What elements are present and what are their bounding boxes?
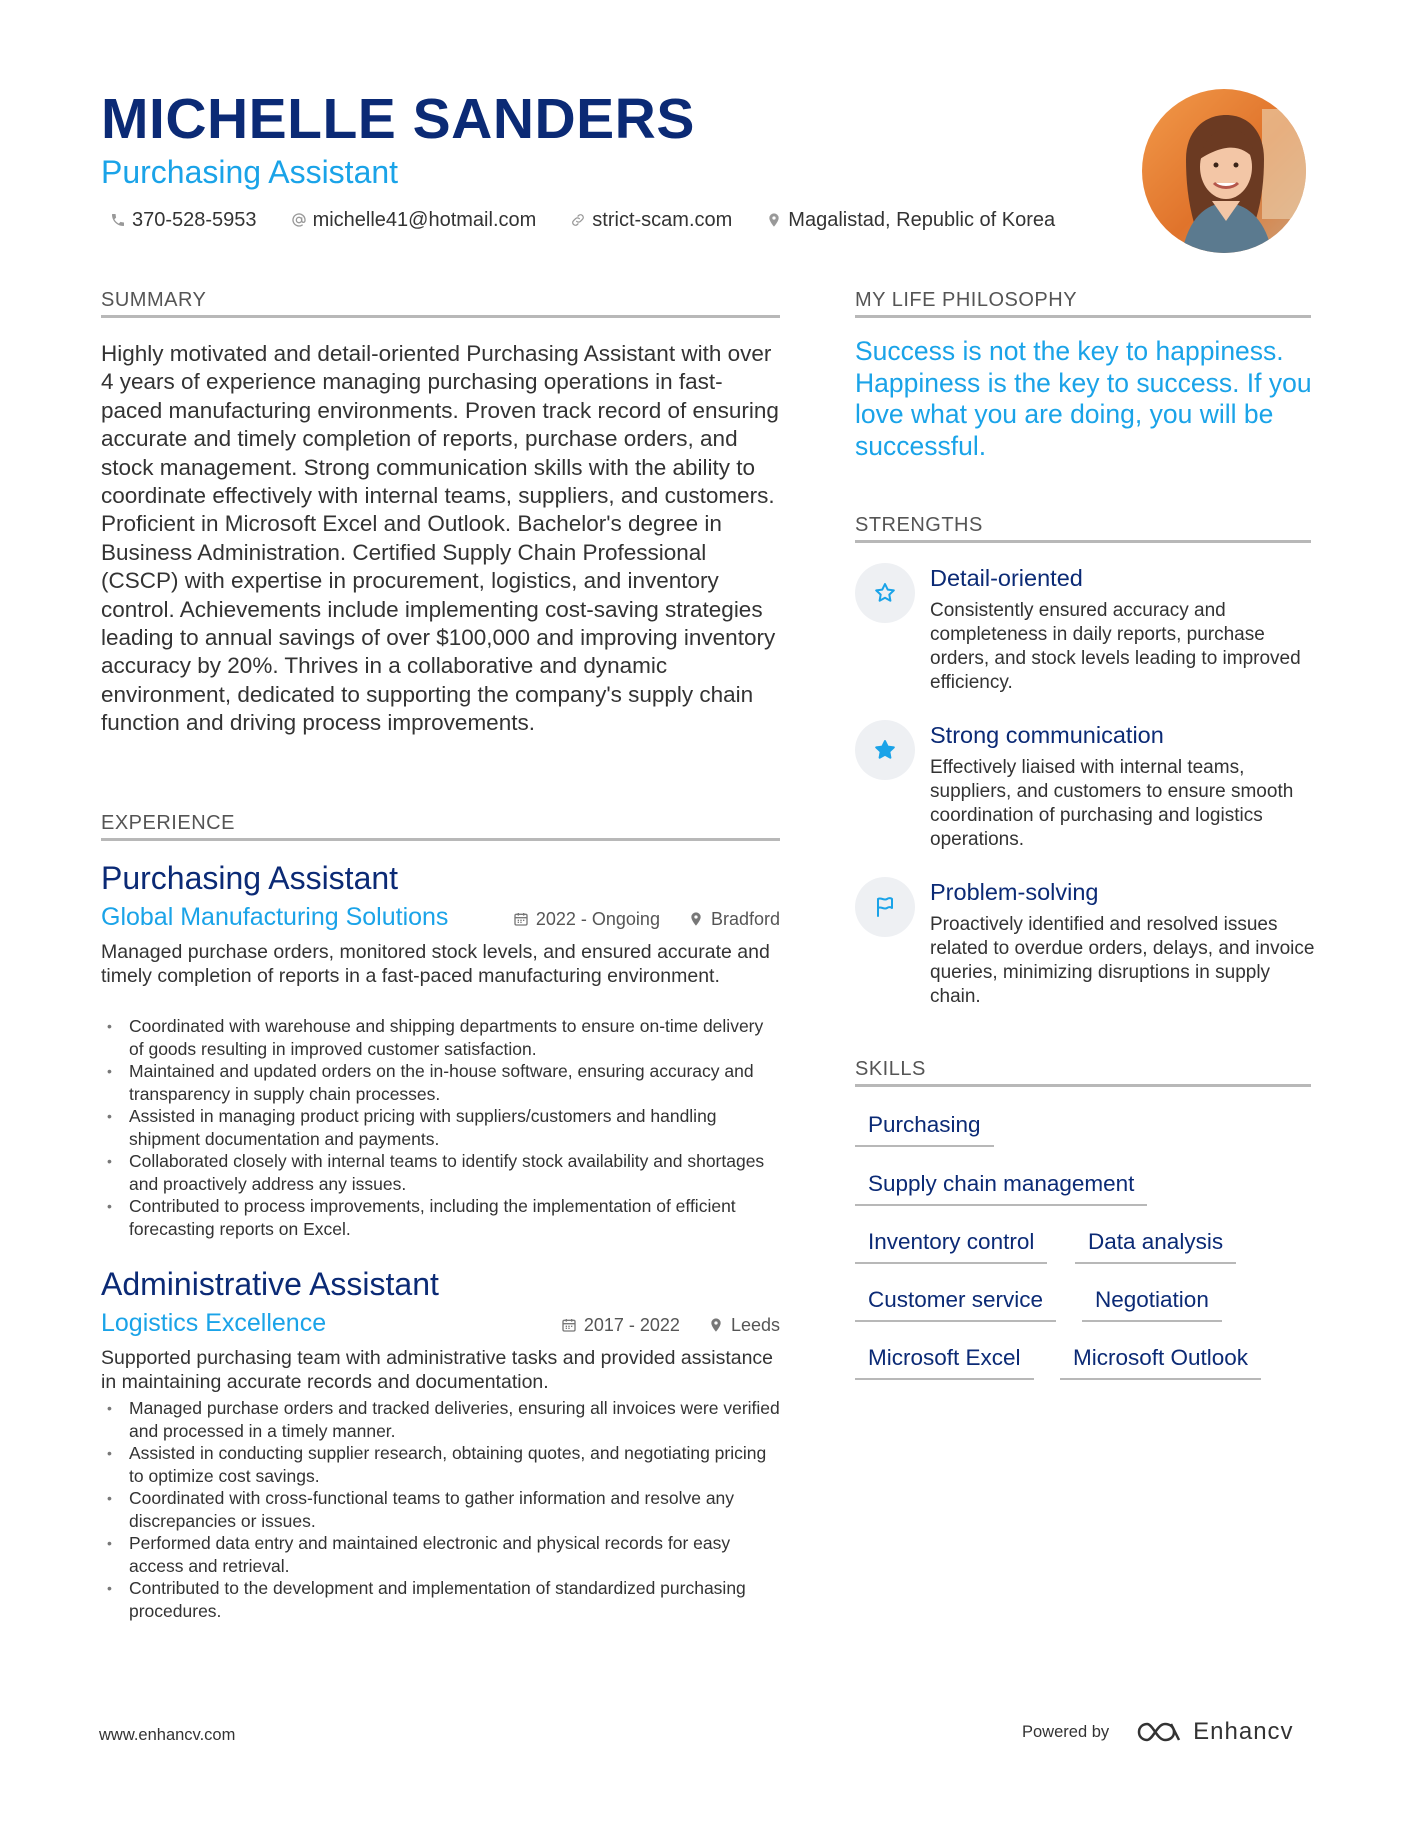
contact-bar	[110, 206, 1055, 234]
skill-tag: Customer service	[855, 1285, 1056, 1322]
strength-title: Strong communication	[930, 722, 1164, 748]
list-item: • Assisted in conducting supplier research, obtaining quotes, and negotiating pricing to optimize cost savings.	[101, 1442, 781, 1487]
skill-tag: Purchasing	[855, 1110, 994, 1147]
job-2-dates-text: 2017 - 2022	[583, 1315, 680, 1335]
summary-divider	[101, 315, 780, 318]
job-2-company: Logistics Excellence	[101, 1309, 327, 1337]
strength-title: Problem-solving	[930, 879, 1099, 905]
skill-tag: Microsoft Excel	[855, 1343, 1034, 1380]
strengths-divider	[855, 540, 1311, 543]
calendar-icon	[513, 911, 529, 927]
job-1-bullets	[101, 1015, 781, 1240]
strength-title: Detail-oriented	[930, 565, 1083, 591]
candidate-role: Purchasing Assistant	[101, 154, 399, 190]
enhancv-logo-icon	[1135, 1719, 1183, 1745]
skill-tag: Negotiation	[1082, 1285, 1222, 1322]
avatar-portrait	[1142, 89, 1306, 253]
job-2-bullets	[101, 1397, 781, 1622]
enhancv-logo[interactable]	[1135, 1718, 1293, 1746]
candidate-name: MICHELLE SANDERS	[101, 87, 695, 151]
link-icon	[570, 212, 586, 228]
summary-text: Highly motivated and detail-oriented Purchasing Assistant with over 4 years of experience managing purchasing operations in fast-paced manufacturing environments. Proven track record of ensuring accurate and timely completion of reports, purchase orders, and stock management. Strong communication skills with the ability to coordinate effectively with internal teams, suppliers, and customers. Proficient in Microsoft Excel and Outlook. Bachelor's degree in Business Administration. Certified Supply Chain Professional (CSCP) with expertise in procurement, logistics, and inventory control. Achievements include implementing cost-saving strategies leading to annual savings of over $100,000 and improving inventory accuracy by 20%. Thrives in a collaborative and dynamic environment, dedicated to supporting the company's supply chain function and driving process improvements.	[101, 341, 779, 736]
summary-heading: SUMMARY	[101, 289, 207, 311]
powered-by-label: Powered by	[1022, 1722, 1110, 1741]
job-2-title: Administrative Assistant	[101, 1266, 439, 1302]
star-outline-icon	[873, 581, 897, 605]
skill-tag: Supply chain management	[855, 1169, 1147, 1206]
location-pin-icon	[688, 911, 704, 927]
experience-heading: EXPERIENCE	[101, 812, 235, 834]
skill-tag: Microsoft Outlook	[1060, 1343, 1261, 1380]
calendar-icon	[561, 1317, 577, 1333]
footer-branding	[1022, 1718, 1294, 1746]
job-1-dates	[513, 907, 660, 931]
job-1-title: Purchasing Assistant	[101, 860, 399, 896]
contact-website[interactable]	[570, 206, 732, 234]
job-2-location	[708, 1313, 780, 1337]
skill-tag: Data analysis	[1075, 1227, 1236, 1264]
strength-description: Proactively identified and resolved issues related to overdue orders, delays, and invoice queries, minimizing disruptions in supply chain.	[930, 914, 1315, 1007]
phone-text: 370-528-5953	[132, 209, 257, 231]
job-1-company: Global Manufacturing Solutions	[101, 903, 449, 931]
job-1-meta	[513, 907, 780, 931]
job-1-location-text: Bradford	[710, 909, 780, 929]
list-item: • Assisted in managing product pricing with suppliers/customers and handling shipment documentation and payments.	[101, 1105, 781, 1150]
skills-heading: SKILLS	[855, 1058, 926, 1080]
flag-icon	[873, 895, 897, 919]
profile-photo	[1142, 89, 1306, 253]
strength-icon-badge	[855, 877, 915, 937]
location-text: Magalistad, Republic of Korea	[788, 209, 1056, 231]
skills-divider	[855, 1084, 1311, 1087]
contact-phone	[110, 206, 257, 234]
list-item: • Maintained and updated orders on the in-house software, ensuring accuracy and transparency in supply chain processes.	[101, 1060, 781, 1105]
philosophy-heading: MY LIFE PHILOSOPHY	[855, 289, 1078, 311]
strengths-heading: STRENGTHS	[855, 514, 983, 536]
skill-tag: Inventory control	[855, 1227, 1047, 1264]
contact-email[interactable]	[291, 206, 537, 234]
job-1-description: Managed purchase orders, monitored stock levels, and ensured accurate and timely completion of reports in a fast-paced manufacturing environment.	[101, 941, 770, 987]
philosophy-quote: Success is not the key to happiness. Happiness is the key to success. If you love what you are doing, you will be successful.	[855, 336, 1312, 461]
strength-icon-badge	[855, 563, 915, 623]
email-text[interactable]: michelle41@hotmail.com	[312, 209, 537, 231]
list-item: • Coordinated with cross-functional teams to gather information and resolve any discrepancies or issues.	[101, 1487, 781, 1532]
list-item: • Collaborated closely with internal teams to identify stock availability and shortages and proactively address any issues.	[101, 1150, 781, 1195]
list-item: • Managed purchase orders and tracked deliveries, ensuring all invoices were verified and processed in a timely manner.	[101, 1397, 781, 1442]
contact-location	[766, 206, 1055, 234]
strength-item-strong-communication	[855, 720, 1310, 850]
job-2-location-text: Leeds	[730, 1315, 780, 1335]
at-icon	[291, 212, 307, 228]
list-item: • Contributed to process improvements, including the implementation of efficient forecasting reports on Excel.	[101, 1195, 781, 1240]
list-item: • Performed data entry and maintained electronic and physical records for easy access and retrieval.	[101, 1532, 781, 1577]
strength-item-detail-oriented	[855, 563, 1310, 693]
philosophy-divider	[855, 315, 1311, 318]
location-pin-icon	[766, 212, 782, 228]
location-pin-icon	[708, 1317, 724, 1333]
footer-website[interactable]: www.enhancv.com	[99, 1726, 236, 1744]
strength-item-problem-solving	[855, 877, 1315, 1007]
list-item: • Contributed to the development and implementation of standardized purchasing procedures.	[101, 1577, 781, 1622]
experience-divider	[101, 838, 780, 841]
strength-description: Consistently ensured accuracy and completeness in daily reports, purchase orders, and stock levels leading to improved efficiency.	[930, 600, 1301, 693]
job-2-dates	[561, 1313, 680, 1337]
list-item: • Coordinated with warehouse and shipping departments to ensure on-time delivery of goods resulting in improved customer satisfaction.	[101, 1015, 781, 1060]
strength-description: Effectively liaised with internal teams, suppliers, and customers to ensure smooth coordination of purchasing and logistics operations.	[930, 757, 1294, 850]
brand-name: Enhancv	[1193, 1718, 1294, 1745]
star-filled-icon	[873, 738, 897, 762]
job-1-dates-text: 2022 - Ongoing	[535, 909, 660, 929]
job-2-meta	[561, 1313, 780, 1337]
strength-icon-badge	[855, 720, 915, 780]
website-text[interactable]: strict-scam.com	[592, 209, 733, 231]
job-1-location	[688, 907, 780, 931]
phone-icon	[110, 212, 126, 228]
job-2-description: Supported purchasing team with administrative tasks and provided assistance in maintaining accurate records and documentation.	[101, 1347, 774, 1393]
